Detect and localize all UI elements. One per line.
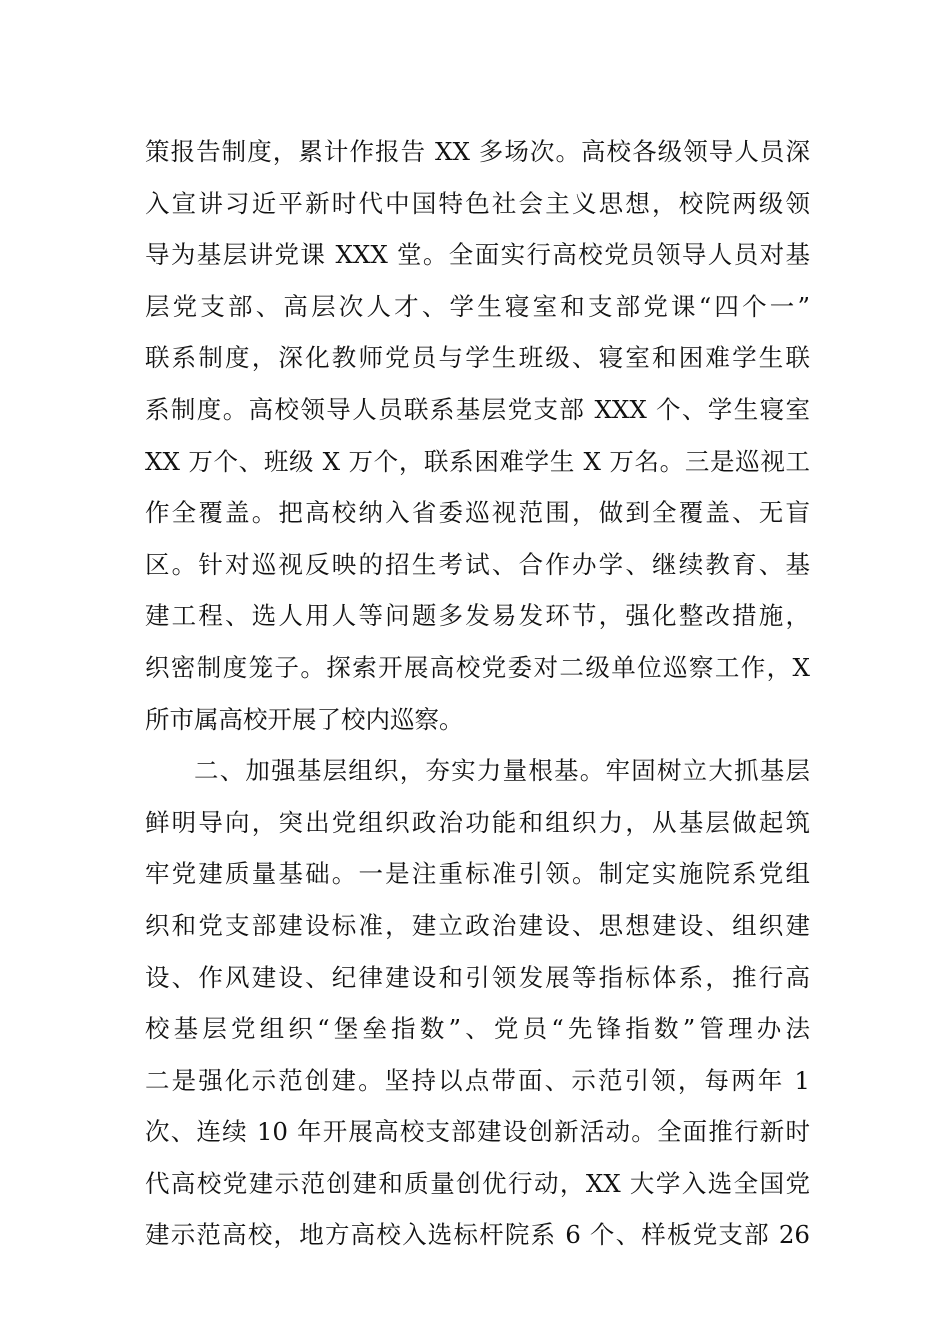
text-line: 二是强化示范创建。坚持以点带面、示范引领，每两年 1 [145, 1065, 810, 1095]
text-line: 策报告制度，累计作报告 XX 多场次。高校各级领导人员深 [145, 137, 810, 166]
text-line: 作全覆盖。把高校纳入省委巡视范围，做到全覆盖、无盲 [145, 498, 810, 528]
text-line: 织密制度笼子。探索开展高校党委对二级单位巡察工作，X [145, 652, 810, 682]
text-line: 代高校党建示范创建和质量创优行动，XX 大学入选全国党 [145, 1168, 810, 1198]
text-line: 织和党支部建设标准，建立政治建设、思想建设、组织建 [145, 910, 810, 940]
text-line: 建工程、选人用人等问题多发易发环节，强化整改措施， [145, 601, 810, 631]
text-line: 系制度。高校领导人员联系基层党支部 XXX 个、学生寝室 [145, 394, 810, 424]
document-body [145, 126, 810, 1261]
paragraph-start-line: 二、加强基层组织，夯实力量根基。牢固树立大抓基层 [194, 756, 810, 786]
text-line: 层党支部、高层次人才、学生寝室和支部党课“四个一” [145, 291, 810, 321]
text-line: 鲜明导向，突出党组织政治功能和组织力，从基层做起筑 [145, 807, 810, 837]
text-line: 所市属高校开展了校内巡察。 [145, 704, 464, 734]
text-line: 校基层党组织“堡垒指数”、党员“先锋指数”管理办法 [145, 1014, 810, 1044]
text-line: 导为基层讲党课 XXX 堂。全面实行高校党员领导人员对基 [145, 240, 810, 270]
text-line: 入宣讲习近平新时代中国特色社会主义思想，校院两级领 [145, 188, 810, 218]
text-line: 建示范高校，地方高校入选标杆院系 6 个、样板党支部 26 [145, 1220, 810, 1250]
text-line: 设、作风建设、纪律建设和引领发展等指标体系，推行高 [145, 962, 810, 992]
text-line: XX 万个、班级 X 万个，联系困难学生 X 万名。三是巡视工 [145, 446, 810, 476]
text-line: 次、连续 10 年开展高校支部建设创新活动。全面推行新时 [145, 1117, 810, 1147]
text-line: 区。针对巡视反映的招生考试、合作办学、继续教育、基 [145, 549, 810, 579]
text-line: 联系制度，深化教师党员与学生班级、寝室和困难学生联 [145, 343, 810, 373]
text-line: 牢党建质量基础。一是注重标准引领。制定实施院系党组 [145, 859, 810, 889]
